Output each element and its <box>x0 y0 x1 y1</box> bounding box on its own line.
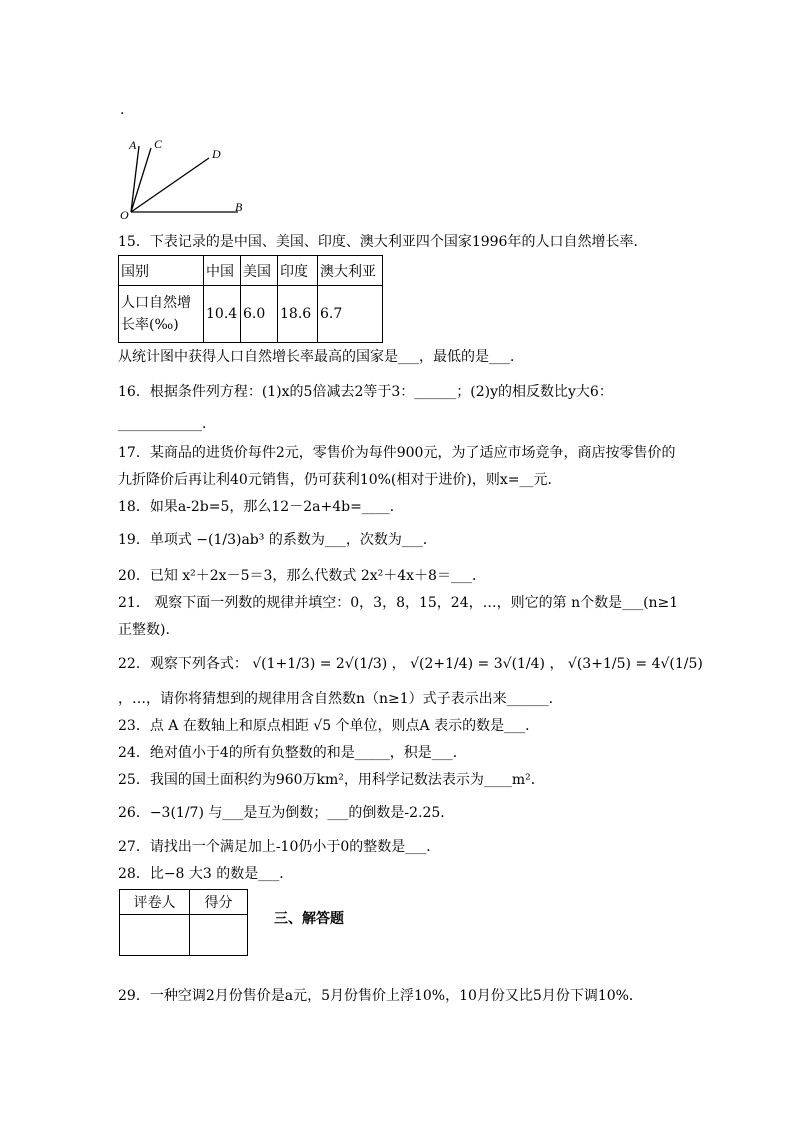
q16-line1: 16．根据条件列方程：(1)x的5倍减去2等于3：______；(2)y的相反数比y大6： <box>118 384 613 400</box>
header-australia: 澳大利亚 <box>318 256 383 286</box>
q18: 18．如果a-2b=5，那么12－2a+4b=____． <box>118 499 404 515</box>
q17-line2: 九折降价后再让利40元销售，仍可获利10%(相对于进价)，则x=__元． <box>118 472 562 488</box>
q22-line1: 22．观察下列各式： √(1+1/3) = 2√(1/3) ， √(2+1/4) = 3√(1/4) ， √(3+1/5) = 4√(1/5) <box>118 656 703 672</box>
q20: 20．已知 x²＋2x－5＝3，那么代数式 2x²＋4x＋8＝___． <box>118 568 486 584</box>
label-a: A <box>129 138 137 152</box>
label-c: C <box>154 137 163 151</box>
population-table <box>118 255 383 343</box>
leading-dot: . <box>120 102 125 118</box>
grader-cell[interactable] <box>120 915 190 956</box>
label-d: D <box>212 147 221 161</box>
grader-table <box>119 889 248 956</box>
q25: 25．我国的国土面积约为960万km²，用科学记数法表示为____m²． <box>118 772 545 788</box>
angle-figure <box>118 128 258 220</box>
ray-oc <box>131 148 151 212</box>
score-cell[interactable] <box>190 915 248 956</box>
row-label-line1: 人口自然增 <box>121 295 191 311</box>
q21-line1: 21． 观察下面一列数的规律并填空：0，3，8，15，24，…，则它的第 n个数是___(n≥1 <box>118 595 679 611</box>
q16-line2: ____________． <box>118 416 216 432</box>
q21-line2: 正整数). <box>118 622 170 638</box>
q23: 23．点 A 在数轴上和原点相距 √5 个单位，则点A 表示的数是___． <box>118 718 540 734</box>
header-usa: 美国 <box>241 256 278 286</box>
value-usa: 6.0 <box>241 286 278 343</box>
q28: 28．比−8 大3 的数是___． <box>118 866 294 882</box>
q15-question: 从统计图中获得人口自然增长率最高的国家是___，最低的是___． <box>118 349 524 365</box>
value-australia: 6.7 <box>318 286 383 343</box>
label-o: O <box>120 208 129 220</box>
q24: 24．绝对值小于4的所有负整数的和是_____，积是___． <box>118 745 467 761</box>
row-label <box>119 286 204 343</box>
q15-text: 15．下表记录的是中国、美国、印度、澳大利亚四个国家1996年的人口自然增长率． <box>118 234 648 250</box>
label-b: B <box>235 200 243 214</box>
row-label-line2: 长率(‰) <box>121 317 179 333</box>
q19: 19．单项式 −(1/3)ab³ 的系数为___，次数为___． <box>118 532 437 548</box>
section-title: 三、解答题 <box>274 911 344 927</box>
ray-od <box>131 158 209 212</box>
q26: 26．−3(1/7) 与___是互为倒数；___的倒数是-2.25. <box>118 805 445 821</box>
q22-line2: ，…，请你将猜想到的规律用含自然数n（n≥1）式子表示出来______. <box>118 691 554 707</box>
header-country: 国别 <box>119 256 204 286</box>
header-india: 印度 <box>278 256 318 286</box>
q17-line1: 17．某商品的进货价每件2元，零售价为每件900元，为了适应市场竞争，商店按零售价的 <box>118 445 676 461</box>
value-india: 18.6 <box>278 286 318 343</box>
q29: 29．一种空调2月份售价是a元，5月份售价上浮10%，10月份又比5月份下调10%． <box>118 988 643 1004</box>
score-header: 得分 <box>190 890 248 915</box>
grader-header: 评卷人 <box>120 890 190 915</box>
ray-oa <box>131 146 139 212</box>
value-china: 10.4 <box>204 286 241 343</box>
q27: 27．请找出一个满足加上-10仍小于0的整数是___． <box>118 839 441 855</box>
header-china: 中国 <box>204 256 241 286</box>
